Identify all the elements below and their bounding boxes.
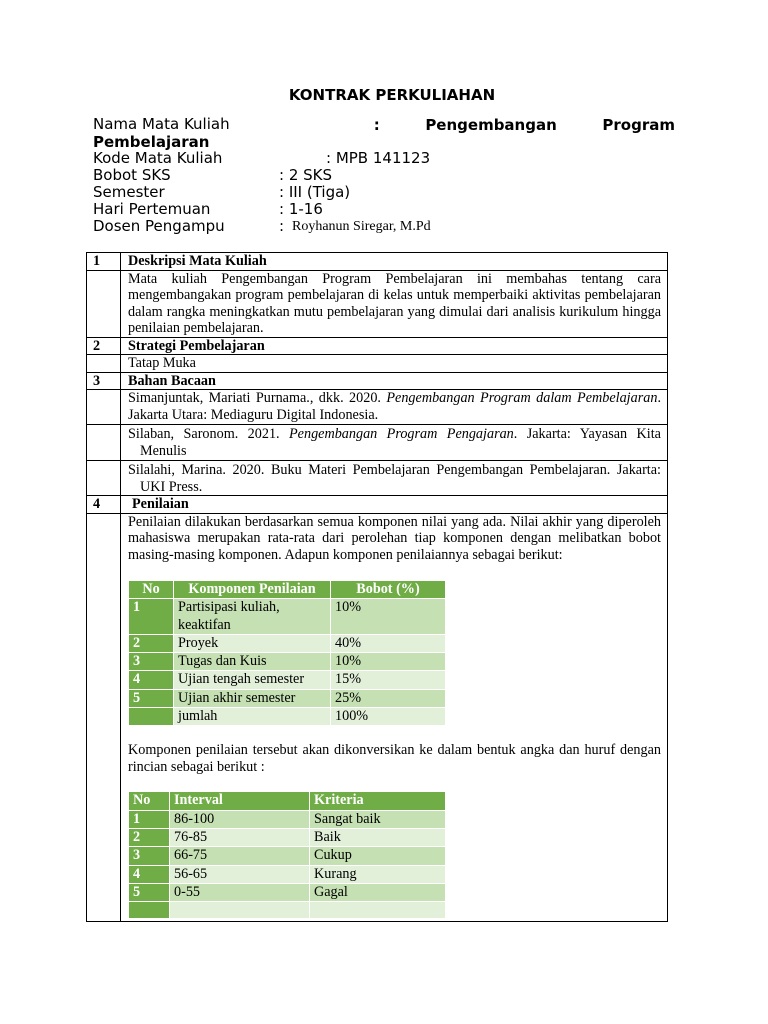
info-credits-row [93, 166, 333, 184]
info-meetings-row [93, 200, 323, 218]
conversion-text: Komponen penilaian tersebut akan dikonversikan ke dalam bentuk angka dan huruf dengan rincian sebagai berikut : [128, 742, 661, 775]
section-4-title: Penilaian [121, 496, 668, 514]
components-row-component: Ujian tengah semester [174, 671, 331, 689]
section-4-content [121, 513, 668, 922]
info-meetings-label: Hari Pertemuan [93, 200, 211, 218]
reference-row [87, 425, 668, 461]
components-row-component: Partisipasi kuliah, keaktifan [174, 599, 331, 635]
reference-2-publisher: . Jakarta: Yayasan Kita Menulis [140, 426, 661, 459]
assessment-intro: Penilaian dilakukan berdasarkan semua komponen nilai yang ada. Nilai akhir yang diperoleh mahasiswa merupakan rata-rata dari perolehan tiap komponen dengan melibatkan bobot masing-masing komponen. Adapun komponen penilaiannya sebagai berikut: [128, 513, 661, 563]
components-header-weight: Bobot (%) [331, 581, 446, 599]
section-2-body-row [87, 355, 668, 373]
document-title: KONTRAK PERKULIAHAN [288, 86, 496, 104]
info-course-code-row [93, 149, 431, 167]
reference-empty-cell [87, 461, 121, 496]
grades-header-no: No [129, 792, 170, 810]
reference-1-publisher: . Jakarta Utara: Mediaguru Digital Indonesia. [128, 390, 661, 423]
section-4-number: 4 [87, 496, 121, 514]
info-lecturer-colon: : [279, 217, 285, 235]
section-1-body-row [87, 270, 668, 337]
reference-empty-cell [87, 390, 121, 425]
components-row-no [129, 708, 174, 726]
grades-row-interval: 76-85 [170, 828, 310, 846]
info-semester-row [93, 183, 351, 201]
components-row-no: 3 [129, 653, 174, 671]
reference-2-title: Pengembangan Program Pengajaran [289, 426, 514, 442]
info-meetings-value: : 1-16 [279, 200, 323, 218]
reference-1-title: Pengembangan Program dalam Pembelajaran [386, 390, 658, 406]
section-2-strategy: Tatap Muka [121, 355, 668, 373]
components-row-weight: 10% [331, 653, 446, 671]
table-row [129, 810, 446, 828]
table-row [129, 883, 446, 901]
info-course-name-continuation: Pembelajaran [93, 133, 210, 151]
components-row-weight: 25% [331, 689, 446, 707]
contract-table [86, 252, 668, 922]
grades-row-criteria [310, 902, 446, 919]
assessment-components-table [128, 580, 446, 726]
grades-row-criteria: Kurang [310, 865, 446, 883]
components-row-weight: 10% [331, 599, 446, 635]
reference-item [121, 390, 668, 425]
section-4-empty-cell [87, 513, 121, 922]
components-row-no: 1 [129, 599, 174, 635]
components-row-component: jumlah [174, 708, 331, 726]
section-2-title: Strategi Pembelajaran [121, 337, 668, 355]
table-row [129, 902, 446, 919]
table-row [129, 828, 446, 846]
components-row-component: Tugas dan Kuis [174, 653, 331, 671]
grades-row-interval [170, 902, 310, 919]
section-2-number: 2 [87, 337, 121, 355]
section-3-title: Bahan Bacaan [121, 372, 668, 390]
section-2-empty-cell [87, 355, 121, 373]
grades-row-no: 4 [129, 865, 170, 883]
table-row [129, 708, 446, 726]
info-lecturer-value: Royhanun Siregar, M.Pd [292, 219, 431, 234]
table-row [129, 671, 446, 689]
components-row-component: Ujian akhir semester [174, 689, 331, 707]
grade-criteria-table [128, 791, 446, 919]
section-1-header-row [87, 253, 668, 271]
info-lecturer-label: Dosen Pengampu [93, 217, 225, 235]
reference-3-text: Silalahi, Marina. 2020. Buku Materi Pembelajaran Pengembangan Pembelajaran. Jakarta: UKI Press. [128, 462, 661, 495]
components-header-component: Komponen Penilaian [174, 581, 331, 599]
table-row [129, 847, 446, 865]
grades-row-interval: 86-100 [170, 810, 310, 828]
grades-row-criteria: Cukup [310, 847, 446, 865]
info-course-code-value: : MPB 141123 [326, 149, 431, 167]
components-row-weight: 15% [331, 671, 446, 689]
table-row [129, 599, 446, 635]
section-3-number: 3 [87, 372, 121, 390]
info-course-name-word2: Program [602, 116, 675, 134]
info-course-name-word1: Pengembangan [425, 116, 557, 134]
grades-header-interval: Interval [170, 792, 310, 810]
info-course-code-label: Kode Mata Kuliah [93, 149, 223, 167]
components-header-no: No [129, 581, 174, 599]
grades-row-no [129, 902, 170, 919]
table-row [129, 865, 446, 883]
components-row-no: 5 [129, 689, 174, 707]
reference-1-authors: Simanjuntak, Mariati Purnama., dkk. 2020. [128, 390, 387, 406]
grades-row-interval: 56-65 [170, 865, 310, 883]
reference-2-authors: Silaban, Saronom. 2021. [128, 426, 290, 442]
grades-row-interval: 66-75 [170, 847, 310, 865]
components-row-weight: 100% [331, 708, 446, 726]
section-1-title: Deskripsi Mata Kuliah [121, 253, 668, 271]
info-lecturer-row [93, 217, 431, 235]
grades-row-no: 5 [129, 883, 170, 901]
grades-row-criteria: Baik [310, 828, 446, 846]
table-row [129, 634, 446, 652]
info-course-name-value [93, 116, 675, 134]
section-1-empty-cell [87, 270, 121, 337]
reference-row [87, 461, 668, 496]
info-credits-label: Bobot SKS [93, 166, 171, 184]
grades-row-criteria: Sangat baik [310, 810, 446, 828]
section-2-header-row [87, 337, 668, 355]
section-1-number: 1 [87, 253, 121, 271]
section-4-body-row [87, 513, 668, 922]
grades-header-row [129, 792, 446, 810]
reference-row [87, 390, 668, 425]
components-row-no: 2 [129, 634, 174, 652]
info-course-name-label: Nama Mata Kuliah [93, 115, 230, 133]
grades-row-criteria: Gagal [310, 883, 446, 901]
reference-item [121, 425, 668, 461]
section-4-header-row [87, 496, 668, 514]
table-row [129, 689, 446, 707]
info-credits-value: : 2 SKS [279, 166, 333, 184]
components-header-row [129, 581, 446, 599]
reference-empty-cell [87, 425, 121, 461]
grades-header-criteria: Kriteria [310, 792, 446, 810]
info-semester-label: Semester [93, 183, 165, 201]
info-semester-value: : III (Tiga) [279, 183, 351, 201]
components-row-weight: 40% [331, 634, 446, 652]
grades-row-interval: 0-55 [170, 883, 310, 901]
section-1-description: Mata kuliah Pengembangan Program Pembelajaran ini membahas tentang cara mengembangakan program pembelajaran di kelas untuk memperbaiki aktivitas pembelajaran dalam rangka meningkatkan mutu pembelajaran yang dimulai dari analisis kurikulum hingga penilaian pembelajaran. [121, 270, 668, 337]
reference-item [121, 461, 668, 496]
section-3-header-row [87, 372, 668, 390]
info-course-name-colon: : [373, 116, 380, 134]
components-row-component: Proyek [174, 634, 331, 652]
grades-row-no: 3 [129, 847, 170, 865]
table-row [129, 653, 446, 671]
grades-row-no: 2 [129, 828, 170, 846]
grades-row-no: 1 [129, 810, 170, 828]
components-row-no: 4 [129, 671, 174, 689]
